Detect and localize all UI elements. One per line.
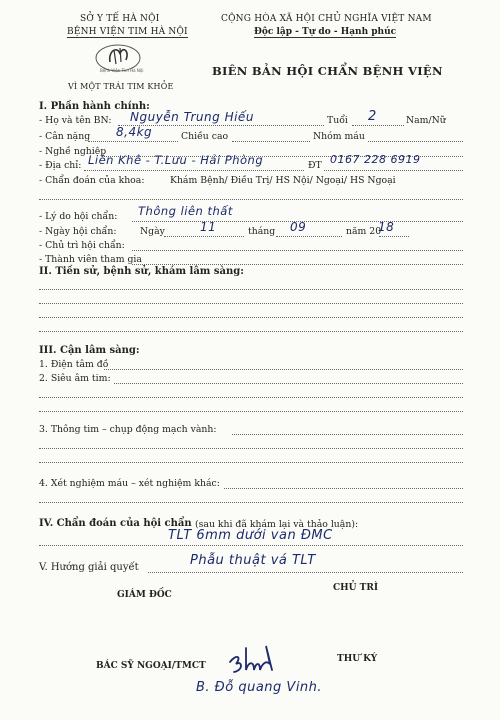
- address-value: Liên Khê - T.Lưu - Hải Phòng: [88, 153, 264, 167]
- reason-value: Thông liên thất: [138, 204, 233, 218]
- sex-label: Nam/Nữ: [406, 115, 446, 126]
- slogan: VÌ MỘT TRÁI TIM KHỎE: [68, 82, 174, 91]
- chair-label: - Chủ trì hội chẩn:: [39, 240, 125, 251]
- weight-label: - Cân nặng: [39, 131, 91, 142]
- director-title: GIÁM ĐỐC: [117, 590, 172, 600]
- age-label: Tuổi: [327, 115, 348, 126]
- doctor-title: BÁC SỸ NGOẠI/TMCT: [96, 661, 206, 671]
- occupation-label: - Nghề nghiệp: [39, 146, 107, 157]
- month-label: tháng: [248, 226, 276, 237]
- reason-label: - Lý do hội chẩn:: [39, 211, 118, 222]
- address-label: - Địa chỉ:: [39, 160, 82, 171]
- section-2-heading: II. Tiền sử, bệnh sử, khám lâm sàng:: [39, 266, 244, 277]
- height-label: Chiều cao: [181, 131, 229, 142]
- hospital-name: BỆNH VIỆN TIM HÀ NỘI: [67, 27, 188, 37]
- day-value: 11: [200, 220, 217, 234]
- blood-type-label: Nhóm máu: [313, 131, 365, 142]
- ecg-label: 1. Điện tâm đồ: [39, 359, 109, 370]
- section-5-heading: V. Hướng giải quyết: [39, 562, 139, 573]
- dept-options: Khám Bệnh/ Điều Trị/ HS Nội/ Ngoại/ HS Ngoại: [170, 175, 396, 186]
- phone-label: ĐT: [308, 160, 322, 171]
- section-3-heading: III. Cận lâm sàng:: [39, 345, 140, 356]
- diagnosis-value: TLT 6mm dưới van ĐMC: [168, 528, 333, 543]
- chair-title: CHỦ TRÌ: [333, 583, 379, 593]
- age-value: 2: [368, 109, 377, 124]
- year-label: năm 20: [346, 226, 382, 237]
- phone-value: 0167 228 6919: [330, 153, 421, 166]
- day-label: Ngày: [140, 226, 165, 237]
- lab-label: 4. Xét nghiệm máu – xét nghiệm khác:: [39, 478, 220, 489]
- treatment-value: Phẫu thuật vá TLT: [190, 553, 316, 568]
- patient-name-value: Nguyễn Trung Hiếu: [130, 110, 254, 124]
- form-title: BIÊN BẢN HỘI CHẨN BỆNH VIỆN: [212, 64, 443, 78]
- logo-caption: Bệnh Viện Tim Hà Nội: [100, 68, 144, 73]
- doctor-signature-icon: [226, 640, 286, 680]
- month-value: 09: [290, 220, 307, 234]
- cath-label: 3. Thông tim – chụp động mạch vành:: [39, 424, 217, 435]
- doctor-name: B. Đỗ quang Vinh.: [196, 680, 323, 695]
- section-1-heading: I. Phần hành chính:: [39, 101, 150, 112]
- country-name: CỘNG HÒA XÃ HỘI CHỦ NGHĨA VIỆT NAM: [221, 14, 432, 24]
- echo-label: 2. Siêu âm tim:: [39, 373, 111, 384]
- members-label: - Thành viên tham gia: [39, 254, 142, 265]
- ministry-name: SỞ Y TẾ HÀ NỘI: [80, 14, 160, 24]
- national-motto: Độc lập - Tự do - Hạnh phúc: [254, 27, 397, 37]
- secretary-title: THƯ KÝ: [337, 654, 378, 664]
- date-label: - Ngày hội chẩn:: [39, 226, 117, 237]
- year-value: 18: [378, 220, 395, 234]
- section-4-heading: IV. Chẩn đoán của hội chẩn: [39, 518, 192, 529]
- patient-name-label: - Họ và tên BN:: [39, 115, 112, 126]
- weight-value: 8,4kg: [116, 125, 153, 139]
- dept-diagnosis-label: - Chẩn đoán của khoa:: [39, 175, 145, 186]
- section-4-note: (sau khi đã khám lại và thảo luận):: [195, 519, 359, 530]
